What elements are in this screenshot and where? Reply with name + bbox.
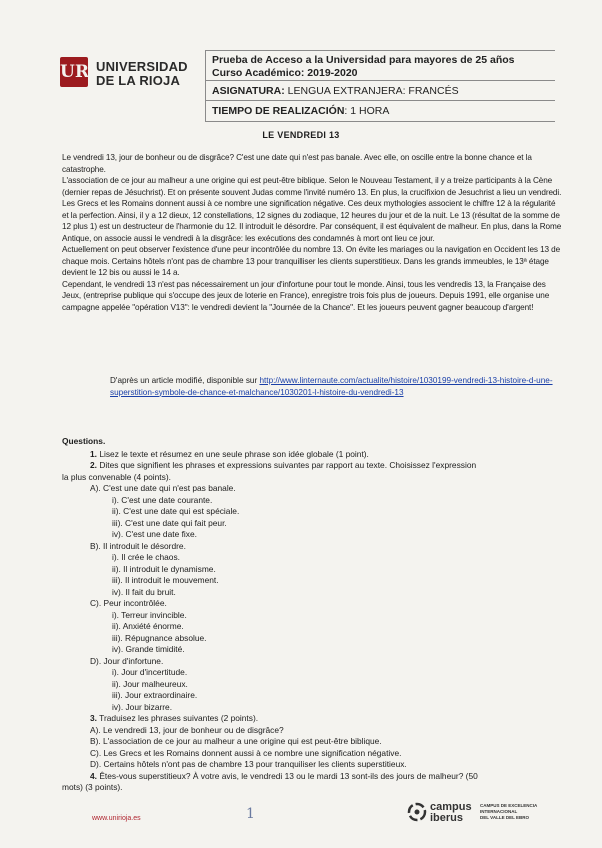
question-text: Traduisez les phrases suivantes (2 points).: [97, 713, 259, 723]
campus-small-line: CAMPUS DE EXCELENCIA: [480, 803, 538, 808]
university-name-line2: DE LA RIOJA: [96, 73, 181, 88]
question-line: ii). Jour malheureux.: [112, 678, 188, 689]
question-line: iv). Il fait du bruit.: [112, 586, 176, 597]
header-divider-vertical: [205, 50, 206, 122]
campus-iberus-logo-icon: [407, 802, 427, 822]
question-line: B). L'association de ce jour au malheur a une origine qui est peut-être biblique.: [90, 736, 382, 746]
university-name-line1: UNIVERSIDAD: [96, 59, 188, 74]
question-text: Lisez le texte et résumez en une seule phrase son idée globale (1 point).: [97, 448, 369, 459]
question-line: C). Les Grecs et les Romains donnent aussi à ce nombre une signification négative.: [90, 747, 402, 758]
campus-subtitle: [480, 803, 537, 821]
question-text: Dites que signifient les phrases et expressions suivantes par rapport au texte. Choisissez l'expression: [97, 460, 477, 470]
question-line: [62, 713, 567, 725]
header-line-top: [205, 50, 555, 51]
question-line: iv). Grande timidité.: [112, 644, 185, 654]
question-line: [62, 449, 567, 461]
article-body: [62, 152, 564, 313]
article-paragraph: L'association de ce jour au malheur a une origine qui est peut-être biblique. Selon le Nouveau Testament, il y a treize participants à la Cène (dernier repas de Jésuchrist). Et on présente souvent Judas comme l'invité numéro 13. En plus, la crucifixion de Jesuchrist a lieu un vendredi.: [62, 176, 562, 197]
question-line: C). Peur incontrôlée.: [90, 598, 167, 608]
question-line: iv). C'est une date fixe.: [112, 529, 197, 539]
question-line: i). Il crée le chaos.: [112, 552, 180, 562]
subject-value: LENGUA EXTRANJERA: FRANCÉS: [287, 85, 459, 97]
question-line: iii). Répugnance absolue.: [112, 632, 207, 643]
question-line: iii). Jour extraordinaire.: [112, 690, 198, 700]
time-row: [212, 105, 389, 117]
question-line: D). Certains hôtels n'ont pas de chambre 13 pour tranquiliser les clients superstitieux.: [90, 759, 407, 769]
question-line: A). C'est une date qui n'est pas banale.: [90, 483, 236, 493]
question-text: Êtes-vous superstitieux? À votre avis, le vendredi 13 ou le mardi 13 sont-ils des jours de malheur? (50: [97, 770, 478, 781]
question-line: ii). Il introduit le dynamisme.: [112, 563, 216, 574]
campus-line1: campus: [430, 801, 472, 813]
question-line: i). C'est une date courante.: [112, 494, 213, 505]
question-number: 4.: [90, 770, 97, 781]
questions-section: [62, 436, 567, 794]
header-line-bottom: [205, 121, 555, 122]
footer-url[interactable]: www.unirioja.es: [92, 815, 141, 822]
question-line: iv). Jour bizarre.: [112, 701, 173, 712]
time-value: : 1 HORA: [344, 105, 390, 117]
time-label: TIEMPO DE REALIZACIÓN: [212, 105, 345, 117]
questions-heading: Questions.: [62, 436, 106, 446]
university-name: [96, 60, 188, 88]
page-number-handwritten: 1: [246, 806, 255, 822]
question-line: [62, 460, 567, 472]
subject-row: [212, 85, 459, 97]
question-line: A). Le vendredi 13, jour de bonheur ou de disgrâce?: [90, 724, 284, 735]
question-line: i). Jour d'incertitude.: [112, 667, 188, 677]
question-line: la plus convenable (4 points).: [62, 471, 171, 482]
question-line: B). Il introduit le désordre.: [90, 540, 186, 551]
question-line: i). Terreur invincible.: [112, 609, 187, 620]
question-line: iii). C'est une date qui fait peur.: [112, 517, 227, 528]
questions-list: [62, 449, 567, 794]
source-link[interactable]: http://www.linternaute.com/actualite/histoire/1030199-vendredi-13-histoire-d-une-superstition-symbole-de-chance-et-malchance/1030201-l-histoire-du-vendredi-13: [110, 376, 553, 397]
question-line: mots) (3 points).: [62, 782, 123, 792]
question-line: [62, 771, 567, 783]
source-citation: [110, 375, 570, 398]
question-number: 2.: [90, 460, 97, 470]
source-prefix: D'après un article modifié, disponible sur: [110, 376, 260, 385]
question-number: 1.: [90, 448, 97, 459]
university-logo: [60, 57, 88, 87]
campus-small-line: DEL VALLE DEL EBRO: [480, 815, 530, 820]
question-line: iii). Il introduit le mouvement.: [112, 575, 219, 585]
article-paragraph: Cependant, le vendredi 13 n'est pas nécessairement un jour d'infortune pour tout le monde. Ainsi, tous les vendredis 13, la Française des Jeux, (entreprise publique qui s'occupe des jeux de loterie en France), enregistre trois fois plus de joueurs. Depuis 1991, elle organise une campagne appelée "opération V13": le vendredi devient la "Journée de la Chance". Et les joueurs peuvent gagner beaucoup d'argent!: [62, 279, 550, 312]
subject-label: ASIGNATURA:: [212, 85, 285, 97]
exam-title: Prueba de Acceso a la Universidad para mayores de 25 años: [212, 54, 515, 66]
logo-glyph: UR: [60, 62, 89, 82]
header-line-2: [205, 100, 555, 101]
header-line-1: [205, 80, 555, 81]
question-number: 3.: [90, 713, 97, 723]
question-line: D). Jour d'infortune.: [90, 655, 164, 666]
campus-small-line: INTERNACIONAL: [480, 809, 518, 814]
article-paragraph: Le vendredi 13, jour de bonheur ou de disgrâce? C'est une date qui n'est pas banale. Avec elle, on oscille entre la bonne chance et la catastrophe.: [62, 153, 532, 174]
document-title: LE VENDREDI 13: [262, 130, 340, 140]
question-line: ii). Anxiété énorme.: [112, 621, 184, 631]
question-line: ii). C'est une date qui est spéciale.: [112, 506, 240, 516]
campus-iberus-wordmark: [430, 802, 472, 824]
article-paragraph: Les Grecs et les Romains donnent aussi à ce nombre une signification négative. Ces deux mythologies associent le chiffre 12 à la régularité et la perfection. Ainsi, il y a 12 dieux, 12 constellations, 12 signes du zodiaque, 12 heures du jour et de la nuit. Le 13 (résultat de la somme de 12 plus 1) est un destructeur de l'harmonie du 12. Il introduit le désordre. Par conséquent, il est équivalent de malheur. En plus, dans la Rome Antique, on associe aussi le vendredi à la disgrâce: les exécutions des condamnés à mort ont lieu ce jour.: [62, 199, 562, 243]
campus-line2: iberus: [430, 812, 464, 824]
article-paragraph: Actuellement on peut observer l'existence d'une peur incontrôlée du nombre 13. On évite les mariages ou la navigation en Occident les 13 de chaque mois. Certains hôtels n'ont pas de chambre 13 pour tranquilliser les clients superstitieux. Dans les grands immeubles, le 13ª étage devient le 12 bis ou aussi le 14 a.: [62, 245, 561, 277]
course-year: Curso Académico: 2019-2020: [212, 67, 358, 79]
